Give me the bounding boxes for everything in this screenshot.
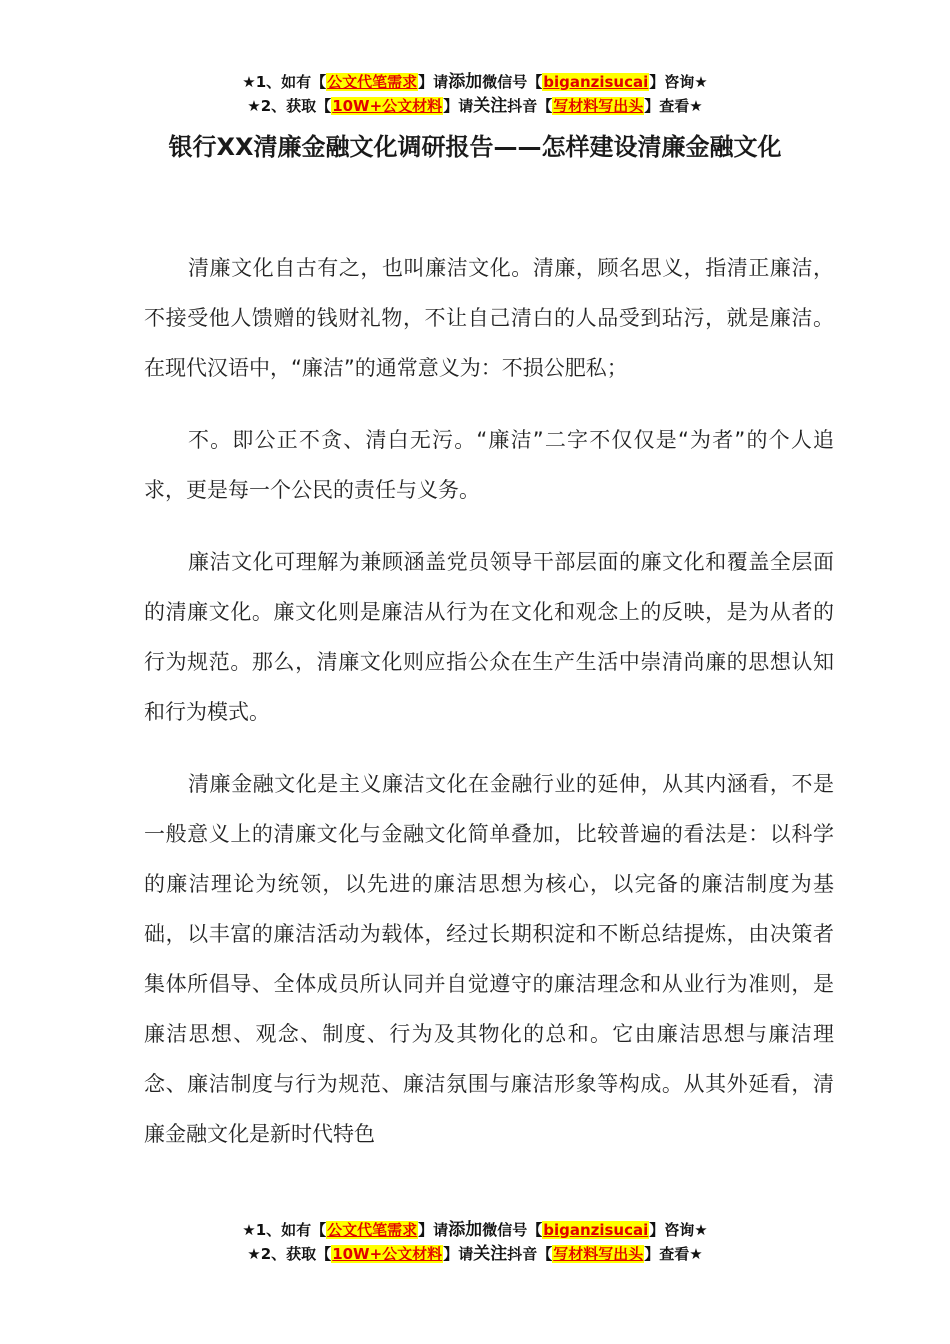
banner-text: 】查看★ [644,1245,703,1263]
paragraph: 清廉金融文化是主义廉洁文化在金融行业的延伸，从其内涵看，不是一般意义上的清廉文化与金融文化简单叠加，比较普遍的看法是：以科学的廉洁理论为统领，以先进的廉洁思想为核心，以完备的廉洁制度为基础，以丰富的廉洁活动为载体，经过长期积淀和不断总结提炼，由决策者集体所倡导、全体成员所认同并自觉遵守的廉洁理念和从业行为准则，是廉洁思想、观念、制度、行为及其物化的总和。它由廉洁思想与廉洁理念、廉洁制度与行为规范、廉洁氛围与廉洁形象等构成。从其外延看，清廉金融文化是新时代特色 [144,772,834,1146]
header-banner [0,70,950,118]
highlight-service: 公文代笔需求 [327,73,418,91]
banner-text: ★2、获取【 [247,97,332,115]
paragraph: 不。即公正不贪、清白无污。“廉洁”二字不仅仅是“为者”的个人追求，更是每一个公民的责任与义务。 [144,428,834,502]
banner-text: 】请 [443,1245,474,1263]
document-body [144,243,834,1159]
banner-text: 抖音【 [507,1245,553,1263]
highlight-wechat-id: biganzisucai [543,1221,649,1239]
banner-line-1 [0,1218,950,1242]
highlight-materials: 10W+公文材料 [332,97,443,115]
banner-text: 微信号【 [482,73,543,91]
banner-emphasis: 关注 [473,96,508,116]
footer-banner [0,1218,950,1266]
banner-line-1 [0,70,950,94]
banner-text: 】咨询★ [649,73,708,91]
banner-emphasis: 关注 [473,1244,508,1264]
paragraph: 廉洁文化可理解为兼顾涵盖党员领导干部层面的廉文化和覆盖全层面的清廉文化。廉文化则是廉洁从行为在文化和观念上的反映，是为从者的行为规范。那么，清廉文化则应指公众在生产生活中崇清尚廉的思想认知和行为模式。 [144,550,834,724]
banner-line-2 [0,94,950,118]
banner-text: ★1、如有【 [242,73,327,91]
banner-emphasis: 添加 [448,1220,483,1240]
highlight-wechat-id: biganzisucai [543,73,649,91]
banner-text: 】请 [418,73,449,91]
banner-text: ★2、获取【 [247,1245,332,1263]
banner-text: 微信号【 [482,1221,543,1239]
highlight-douyin-account: 写材料写出头 [553,1245,644,1263]
highlight-service: 公文代笔需求 [327,1221,418,1239]
document-title: 银行XX清廉金融文化调研报告——怎样建设清廉金融文化 [168,133,782,161]
banner-text: 抖音【 [507,97,553,115]
banner-line-2 [0,1242,950,1266]
banner-text: 】咨询★ [649,1221,708,1239]
banner-text: 】查看★ [644,97,703,115]
paragraph: 清廉文化自古有之，也叫廉洁文化。清廉，顾名思义，指清正廉洁，不接受他人馈赠的钱财礼物，不让自己清白的人品受到玷污，就是廉洁。在现代汉语中，“廉洁”的通常意义为：不损公肥私； [144,256,834,380]
banner-text: 】请 [443,97,474,115]
highlight-materials: 10W+公文材料 [332,1245,443,1263]
banner-text: 】请 [418,1221,449,1239]
highlight-douyin-account: 写材料写出头 [553,97,644,115]
banner-emphasis: 添加 [448,72,483,92]
banner-text: ★1、如有【 [242,1221,327,1239]
